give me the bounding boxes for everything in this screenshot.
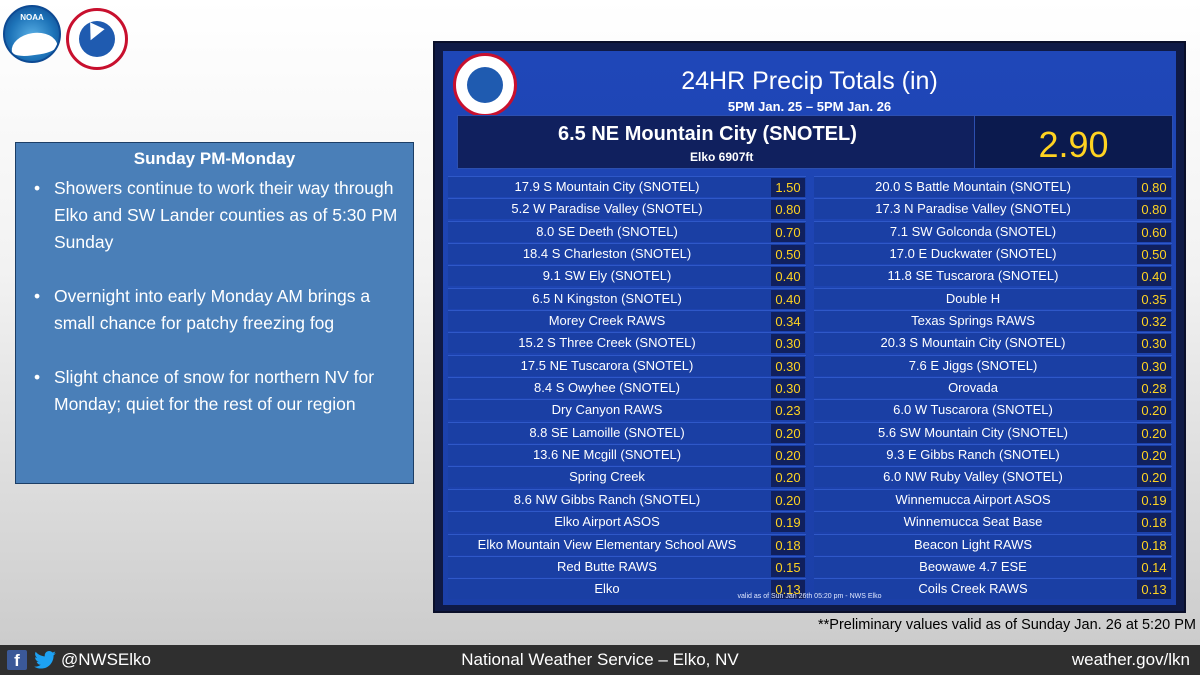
station-row [814,466,1172,487]
info-bullet: • Overnight into early Monday AM brings a small chance for patchy freezing fog [26,283,403,337]
station-value: 0.20 [771,424,805,443]
station-name: Elko Mountain View Elementary School AWS [477,536,737,552]
station-row [814,198,1172,219]
top-station-row [457,115,1173,169]
station-value: 0.40 [771,290,805,309]
station-name: 9.1 SW Ely (SNOTEL) [542,268,672,284]
station-name: 6.0 NW Ruby Valley (SNOTEL) [883,469,1063,485]
station-name: 6.5 N Kingston (SNOTEL) [532,290,682,306]
station-row [448,534,806,555]
station-row [448,489,806,510]
station-value: 0.20 [771,468,805,487]
station-row [814,221,1172,242]
info-bullet: • Slight chance of snow for northern NV for Monday; quiet for the rest of our region [26,364,403,418]
station-row [448,556,806,577]
station-row [814,556,1172,577]
station-value: 0.30 [1137,334,1171,353]
info-bullet: • Showers continue to work their way through Elko and SW Lander counties as of 5:30 PM Sunday [26,175,403,256]
station-name: Orovada [948,380,998,396]
station-name: 7.6 E Jiggs (SNOTEL) [908,357,1038,373]
station-name: 11.8 SE Tuscarora (SNOTEL) [887,268,1059,284]
station-value: 0.80 [1137,178,1171,197]
info-title: Sunday PM-Monday [133,149,296,168]
station-name: Winnemucca Seat Base [903,514,1043,530]
station-row [448,176,806,197]
station-name: Red Butte RAWS [557,558,657,574]
station-value: 0.70 [771,223,805,242]
station-name: Beacon Light RAWS [913,536,1033,552]
station-value: 0.34 [771,312,805,331]
station-row [448,377,806,398]
station-value: 0.20 [771,446,805,465]
station-row [814,422,1172,443]
station-name: 18.4 S Charleston (SNOTEL) [522,246,692,262]
station-name: 9.3 E Gibbs Ranch (SNOTEL) [886,447,1060,463]
station-value: 0.20 [1137,424,1171,443]
station-name: 6.0 W Tuscarora (SNOTEL) [893,402,1053,418]
station-name: 8.8 SE Lamoille (SNOTEL) [529,424,685,440]
station-name: Spring Creek [569,469,645,485]
station-row [448,288,806,309]
valid-note: valid as of Sun Jan 26th 05:20 pm - NWS Elko [737,593,882,600]
station-value: 0.13 [1137,580,1171,599]
station-value: 0.35 [1137,290,1171,309]
station-name: 8.6 NW Gibbs Ranch (SNOTEL) [513,491,701,507]
twitter-handle[interactable]: @NWSElko [61,650,151,669]
facebook-icon[interactable]: f [7,650,27,670]
noaa-logo-icon [3,5,61,63]
station-value: 0.14 [1137,558,1171,577]
station-name: Texas Springs RAWS [911,313,1035,329]
footer-website-link[interactable]: weather.gov/lkn [1071,650,1190,669]
station-name: 17.0 E Duckwater (SNOTEL) [889,246,1057,262]
station-value: 0.23 [771,401,805,420]
station-name: Winnemucca Airport ASOS [895,491,1051,507]
station-value: 0.19 [1137,491,1171,510]
top-value-box [974,116,1172,168]
station-row [448,355,806,376]
station-value: 0.28 [1137,379,1171,398]
station-name: 17.9 S Mountain City (SNOTEL) [514,179,700,194]
station-row [448,243,806,264]
preliminary-note: **Preliminary values valid as of Sunday Jan. 26 at 5:20 PM [817,617,1196,633]
station-value: 0.30 [1137,357,1171,376]
station-row [814,377,1172,398]
station-row [814,332,1172,353]
station-row [814,534,1172,555]
station-value: 0.20 [771,491,805,510]
station-row [814,511,1172,532]
station-value: 0.20 [1137,401,1171,420]
station-value: 0.30 [771,334,805,353]
station-name: 17.5 NE Tuscarora (SNOTEL) [520,357,694,373]
precip-panel [433,41,1186,613]
station-name: Elko [594,581,620,597]
station-name: 17.3 N Paradise Valley (SNOTEL) [875,201,1071,217]
station-value: 0.13 [771,580,805,599]
station-value: 0.50 [1137,245,1171,264]
station-row [448,444,806,465]
station-value: 0.18 [771,536,805,555]
station-value: 0.18 [1137,536,1171,555]
station-name: 15.2 S Three Creek (SNOTEL) [518,335,696,351]
footer-bar [0,645,1200,675]
noaa-logo-text: NOAA [20,13,44,22]
station-row [814,243,1172,264]
station-row [448,221,806,242]
station-value: 0.40 [771,267,805,286]
station-value: 0.80 [1137,200,1171,219]
station-row [448,310,806,331]
panel-subtitle: 5PM Jan. 25 – 5PM Jan. 26 [727,99,892,114]
left-station-column [448,176,806,601]
station-name: 20.3 S Mountain City (SNOTEL) [880,335,1066,351]
station-value: 0.30 [771,379,805,398]
station-value: 0.20 [1137,468,1171,487]
station-row [448,198,806,219]
station-name: Coils Creek RAWS [918,581,1028,597]
station-row [814,265,1172,286]
station-name: Dry Canyon RAWS [551,402,663,418]
nws-logo-icon [66,8,128,70]
station-value: 0.19 [771,513,805,532]
station-name: 8.4 S Owyhee (SNOTEL) [534,380,680,396]
top-station-value: 2.90 [1038,124,1109,165]
station-row [814,399,1172,420]
station-name: Double H [945,290,1001,306]
station-row [448,265,806,286]
top-station-name: 6.5 NE Mountain City (SNOTEL) [558,123,857,145]
station-row [814,444,1172,465]
station-value: 0.30 [771,357,805,376]
footer-office-name: National Weather Service – Elko, NV [461,650,739,669]
station-name: 20.0 S Battle Mountain (SNOTEL) [875,179,1071,194]
station-value: 0.32 [1137,312,1171,331]
station-row [814,355,1172,376]
station-row [448,332,806,353]
station-row [814,310,1172,331]
station-name: 7.1 SW Golconda (SNOTEL) [889,223,1057,239]
station-name: 13.6 NE Mcgill (SNOTEL) [532,447,682,463]
station-name: Elko Airport ASOS [554,514,660,530]
station-row [814,489,1172,510]
info-bullet-list [26,175,403,418]
forecast-info-box [15,142,414,484]
station-name: 5.2 W Paradise Valley (SNOTEL) [511,201,703,217]
panel-title: 24HR Precip Totals (in) [681,67,938,95]
top-station-sub: Elko 6907ft [690,150,754,164]
station-value: 0.40 [1137,267,1171,286]
station-row [448,422,806,443]
station-value: 0.20 [1137,446,1171,465]
station-value: 0.80 [771,200,805,219]
station-value: 0.15 [771,558,805,577]
station-row [448,399,806,420]
station-row [448,511,806,532]
station-value: 0.50 [771,245,805,264]
station-row [448,466,806,487]
station-value: 0.60 [1137,223,1171,242]
station-row [814,288,1172,309]
station-value: 0.18 [1137,513,1171,532]
station-name: 5.6 SW Mountain City (SNOTEL) [878,424,1068,440]
station-row [814,176,1172,197]
right-station-column [814,176,1172,601]
station-name: Beowawe 4.7 ESE [919,558,1027,574]
station-name: 8.0 SE Deeth (SNOTEL) [536,223,678,239]
station-name: Morey Creek RAWS [548,313,666,329]
station-value: 1.50 [771,178,805,197]
